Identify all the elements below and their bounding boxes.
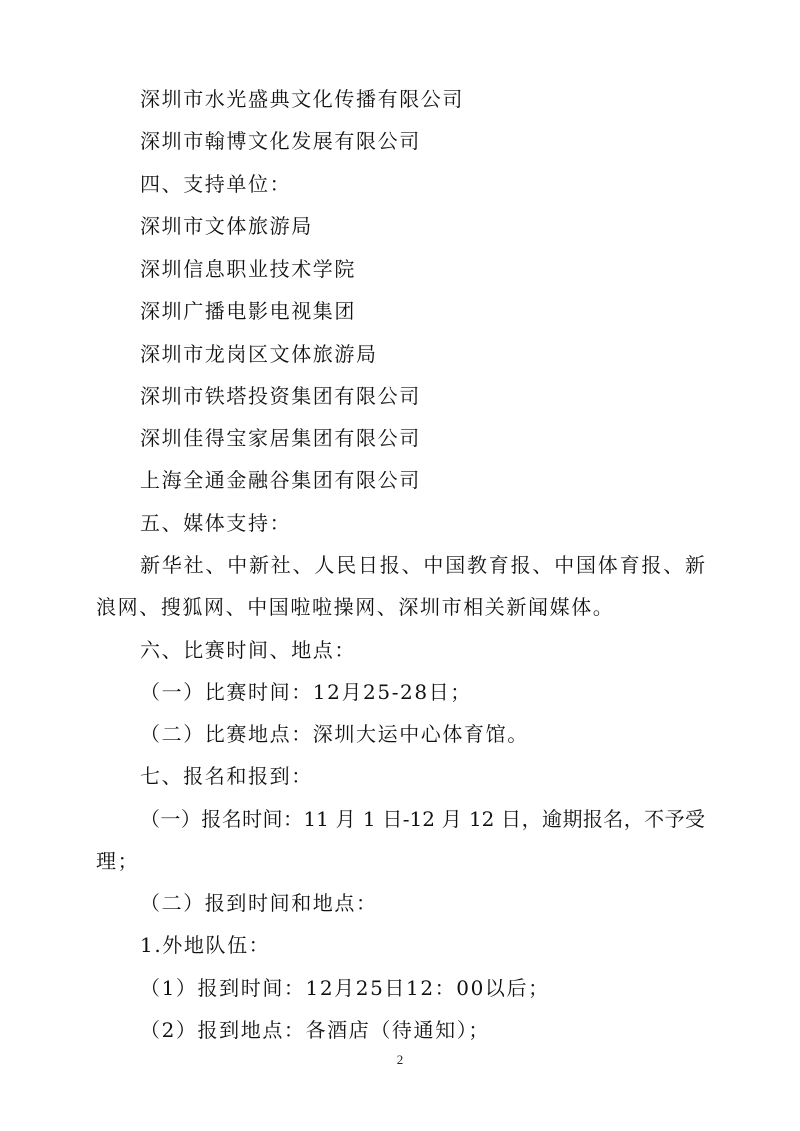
checkin-place: （2）报到地点：各酒店（待通知）； <box>140 1018 490 1042</box>
supporter-institute: 深圳信息职业技术学院 <box>140 257 356 281</box>
supporter-culture-bureau: 深圳市文体旅游局 <box>140 214 313 238</box>
competition-time: （一）比赛时间：12月25-28日； <box>140 680 472 704</box>
sponsor-company-shuiguang: 深圳市水光盛典文化传播有限公司 <box>140 87 464 111</box>
competition-place: （二）比赛地点：深圳大运中心体育馆。 <box>140 722 529 746</box>
registration-time-line-2: 理； <box>96 849 140 873</box>
outside-teams-heading: 1.外地队伍： <box>140 933 271 957</box>
sponsor-company-hanbo: 深圳市翰博文化发展有限公司 <box>140 129 421 153</box>
section-heading-supporters: 四、支持单位： <box>140 172 292 196</box>
supporter-tieta-group: 深圳市铁塔投资集团有限公司 <box>140 384 421 408</box>
supporter-longgang-bureau: 深圳市龙岗区文体旅游局 <box>140 342 378 366</box>
supporter-broadcast-group: 深圳广播电影电视集团 <box>140 299 356 323</box>
supporter-jiadebao-group: 深圳佳得宝家居集团有限公司 <box>140 426 421 450</box>
section-heading-registration: 七、报名和报到： <box>140 764 313 788</box>
checkin-heading: （二）报到时间和地点： <box>140 891 378 915</box>
section-heading-media: 五、媒体支持： <box>140 511 292 535</box>
section-heading-time-place: 六、比赛时间、地点： <box>140 638 356 662</box>
page-number: 2 <box>396 1052 404 1067</box>
supporter-quantong-group: 上海全通金融谷集团有限公司 <box>140 468 421 492</box>
media-list-line-1: 新华社、中新社、人民日报、中国教育报、中国体育报、新 <box>140 553 705 577</box>
media-list-line-2: 浪网、搜狐网、中国啦啦操网、深圳市相关新闻媒体。 <box>96 595 615 619</box>
registration-time-line-1: （一）报名时间：11 月 1 日-12 月 12 日，逾期报名，不予受 <box>140 807 705 831</box>
checkin-time: （1）报到时间：12月25日12：00以后； <box>140 976 550 1000</box>
